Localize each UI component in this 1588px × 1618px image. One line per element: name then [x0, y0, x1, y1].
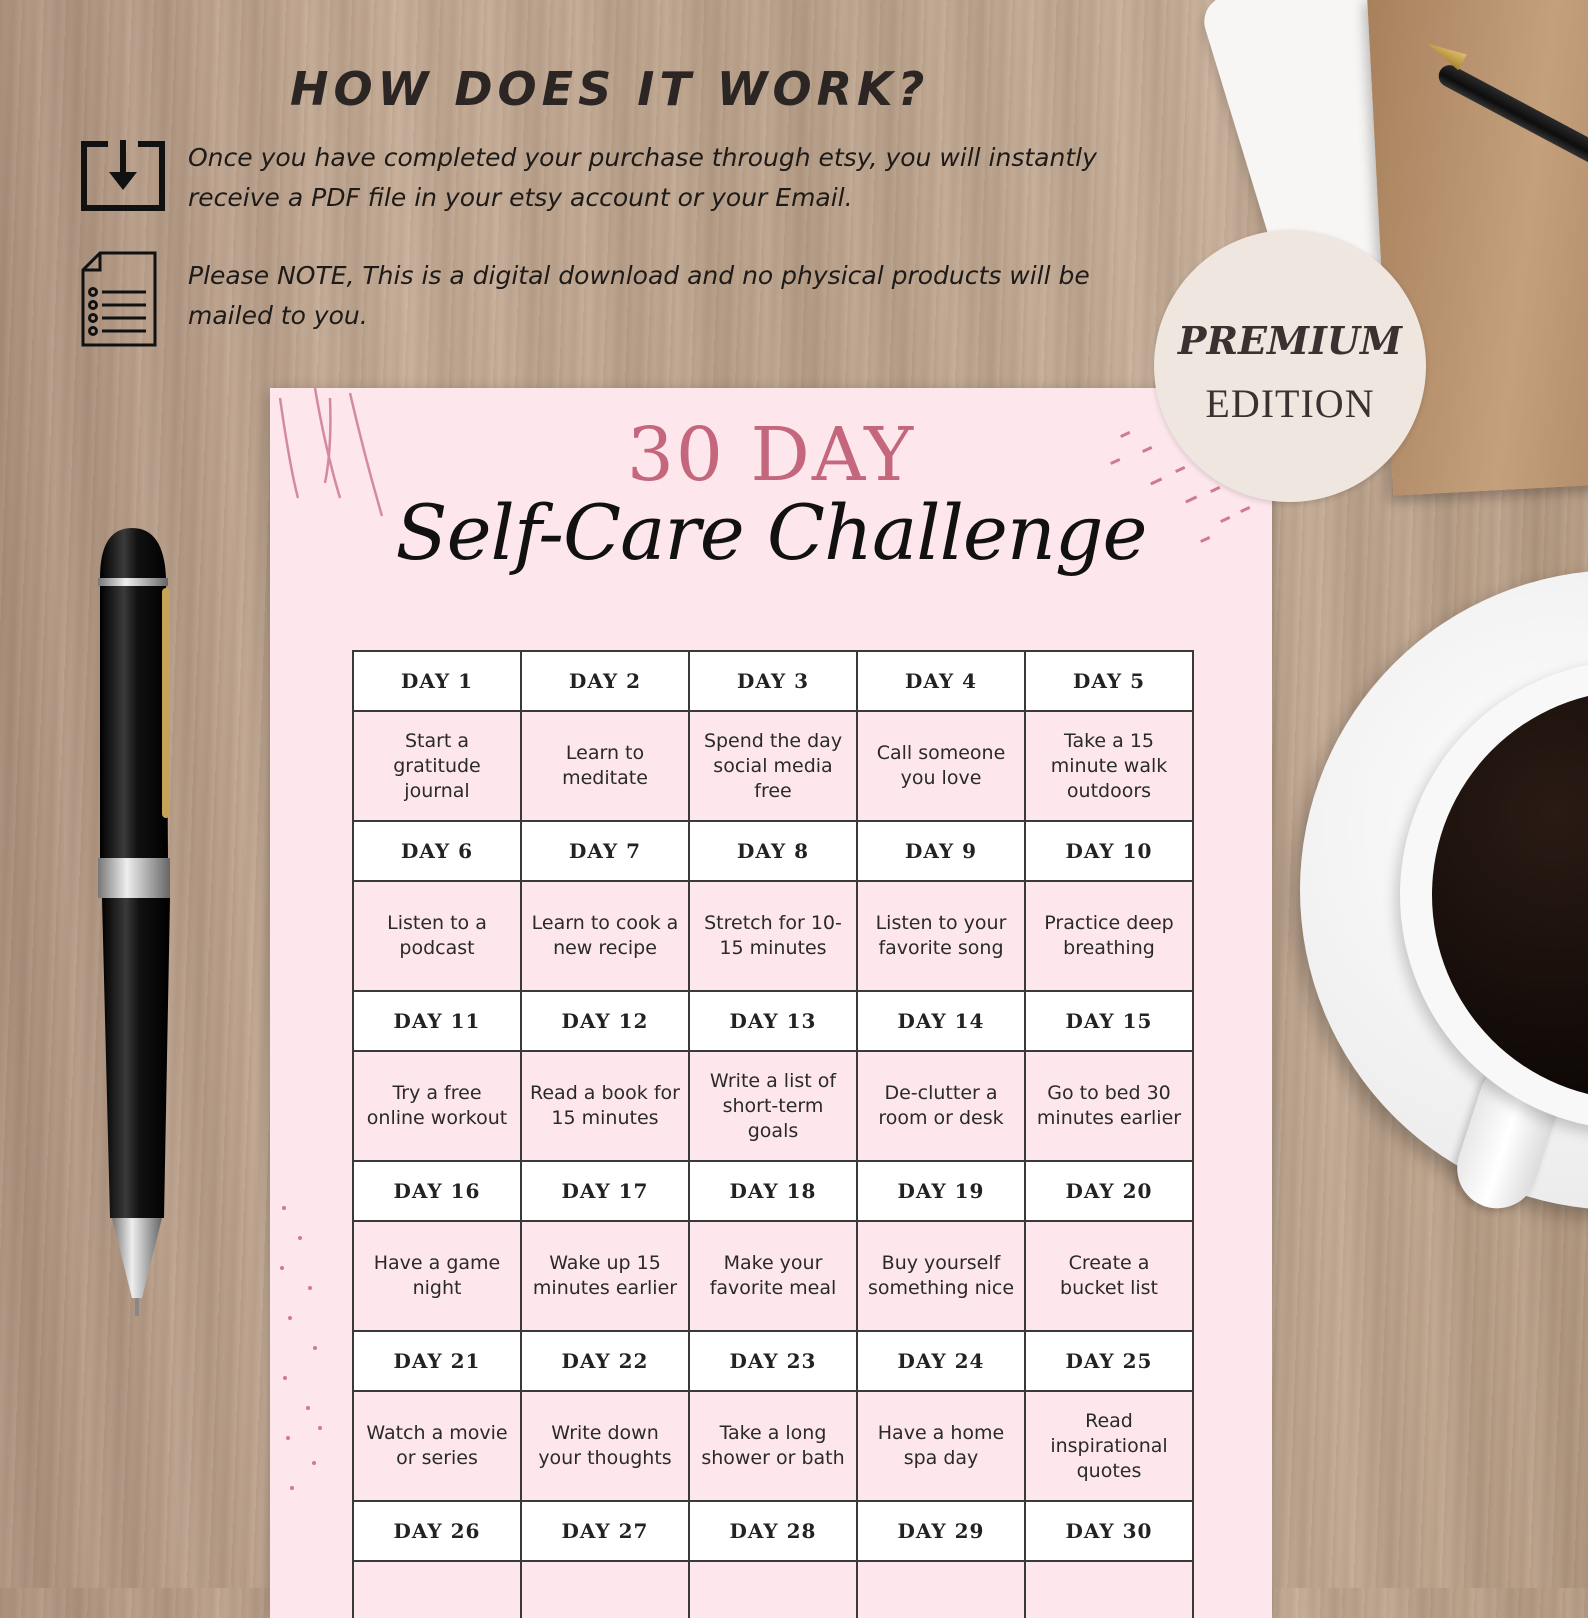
day-activity: Create a bucket list [1025, 1221, 1193, 1331]
day-activity: Take a long shower or bath [689, 1391, 857, 1501]
activity-row [353, 1391, 1193, 1501]
day-label: DAY 18 [689, 1161, 857, 1221]
day-label: DAY 17 [521, 1161, 689, 1221]
day-activity: Write a list of short-term goals [689, 1051, 857, 1161]
day-header-row [353, 821, 1193, 881]
day-label: DAY 26 [353, 1501, 521, 1561]
digital-download-note: Please NOTE, This is a digital download and no physical products will be mailed to you. [188, 261, 1090, 330]
day-activity: Read a book for 15 minutes [521, 1051, 689, 1161]
day-activity [521, 1561, 689, 1618]
purchase-info-text: Once you have completed your purchase through etsy, you will instantly receive a PDF file in your etsy account or your Email. [188, 143, 1097, 212]
day-label: DAY 30 [1025, 1501, 1193, 1561]
day-label: DAY 28 [689, 1501, 857, 1561]
premium-badge [1154, 230, 1426, 502]
day-label: DAY 9 [857, 821, 1025, 881]
day-label: DAY 2 [521, 651, 689, 711]
day-activity: Learn to meditate [521, 711, 689, 821]
day-activity [1025, 1561, 1193, 1618]
activity-row [353, 711, 1193, 821]
day-activity: Try a free online workout [353, 1051, 521, 1161]
day-label: DAY 12 [521, 991, 689, 1051]
day-label: DAY 15 [1025, 991, 1193, 1051]
day-label: DAY 27 [521, 1501, 689, 1561]
day-activity: Learn to cook a new recipe [521, 881, 689, 991]
day-header-row [353, 651, 1193, 711]
day-label: DAY 1 [353, 651, 521, 711]
day-label: DAY 21 [353, 1331, 521, 1391]
day-label: DAY 23 [689, 1331, 857, 1391]
download-icon [80, 140, 166, 212]
day-label: DAY 7 [521, 821, 689, 881]
day-activity: Have a home spa day [857, 1391, 1025, 1501]
activity-row [353, 1051, 1193, 1161]
day-activity: Have a game night [353, 1221, 521, 1331]
day-label: DAY 14 [857, 991, 1025, 1051]
day-activity: Take a 15 minute walk outdoors [1025, 711, 1193, 821]
day-activity [353, 1561, 521, 1618]
ballpoint-pen-decoration [92, 528, 182, 1318]
day-header-row [353, 1501, 1193, 1561]
challenge-grid [352, 650, 1194, 1618]
day-activity [689, 1561, 857, 1618]
day-header-row [353, 1161, 1193, 1221]
day-activity: Start a gratitude journal [353, 711, 521, 821]
day-label: DAY 3 [689, 651, 857, 711]
day-header-row [353, 991, 1193, 1051]
day-activity: Listen to your favorite song [857, 881, 1025, 991]
day-activity: Watch a movie or series [353, 1391, 521, 1501]
activity-row [353, 881, 1193, 991]
day-activity: Write down your thoughts [521, 1391, 689, 1501]
day-activity: Make your favorite meal [689, 1221, 857, 1331]
day-activity: Call someone you love [857, 711, 1025, 821]
badge-line-edition: EDITION [1205, 381, 1375, 426]
day-activity: Read inspirational quotes [1025, 1391, 1193, 1501]
day-label: DAY 25 [1025, 1331, 1193, 1391]
day-activity: Practice deep breathing [1025, 881, 1193, 991]
day-label: DAY 24 [857, 1331, 1025, 1391]
challenge-sheet [270, 388, 1272, 1618]
day-label: DAY 5 [1025, 651, 1193, 711]
day-activity: Stretch for 10-15 minutes [689, 881, 857, 991]
activity-row [353, 1561, 1193, 1618]
page-heading: HOW DOES IT WORK? [290, 62, 930, 116]
day-label: DAY 13 [689, 991, 857, 1051]
day-label: DAY 19 [857, 1161, 1025, 1221]
day-header-row [353, 1331, 1193, 1391]
day-label: DAY 10 [1025, 821, 1193, 881]
day-label: DAY 11 [353, 991, 521, 1051]
challenge-title: 30 DAY [626, 412, 916, 498]
day-activity [857, 1561, 1025, 1618]
day-label: DAY 4 [857, 651, 1025, 711]
day-label: DAY 22 [521, 1331, 689, 1391]
badge-line-premium: PREMIUM [1177, 318, 1403, 363]
document-list-icon [80, 250, 158, 348]
day-activity: De-clutter a room or desk [857, 1051, 1025, 1161]
challenge-subtitle: Self-Care Challenge [395, 488, 1147, 577]
day-activity: Buy yourself something nice [857, 1221, 1025, 1331]
day-label: DAY 6 [353, 821, 521, 881]
day-label: DAY 29 [857, 1501, 1025, 1561]
day-activity: Wake up 15 minutes earlier [521, 1221, 689, 1331]
activity-row [353, 1221, 1193, 1331]
day-activity: Go to bed 30 minutes earlier [1025, 1051, 1193, 1161]
day-label: DAY 8 [689, 821, 857, 881]
day-label: DAY 16 [353, 1161, 521, 1221]
day-activity: Spend the day social media free [689, 711, 857, 821]
day-label: DAY 20 [1025, 1161, 1193, 1221]
day-activity: Listen to a podcast [353, 881, 521, 991]
